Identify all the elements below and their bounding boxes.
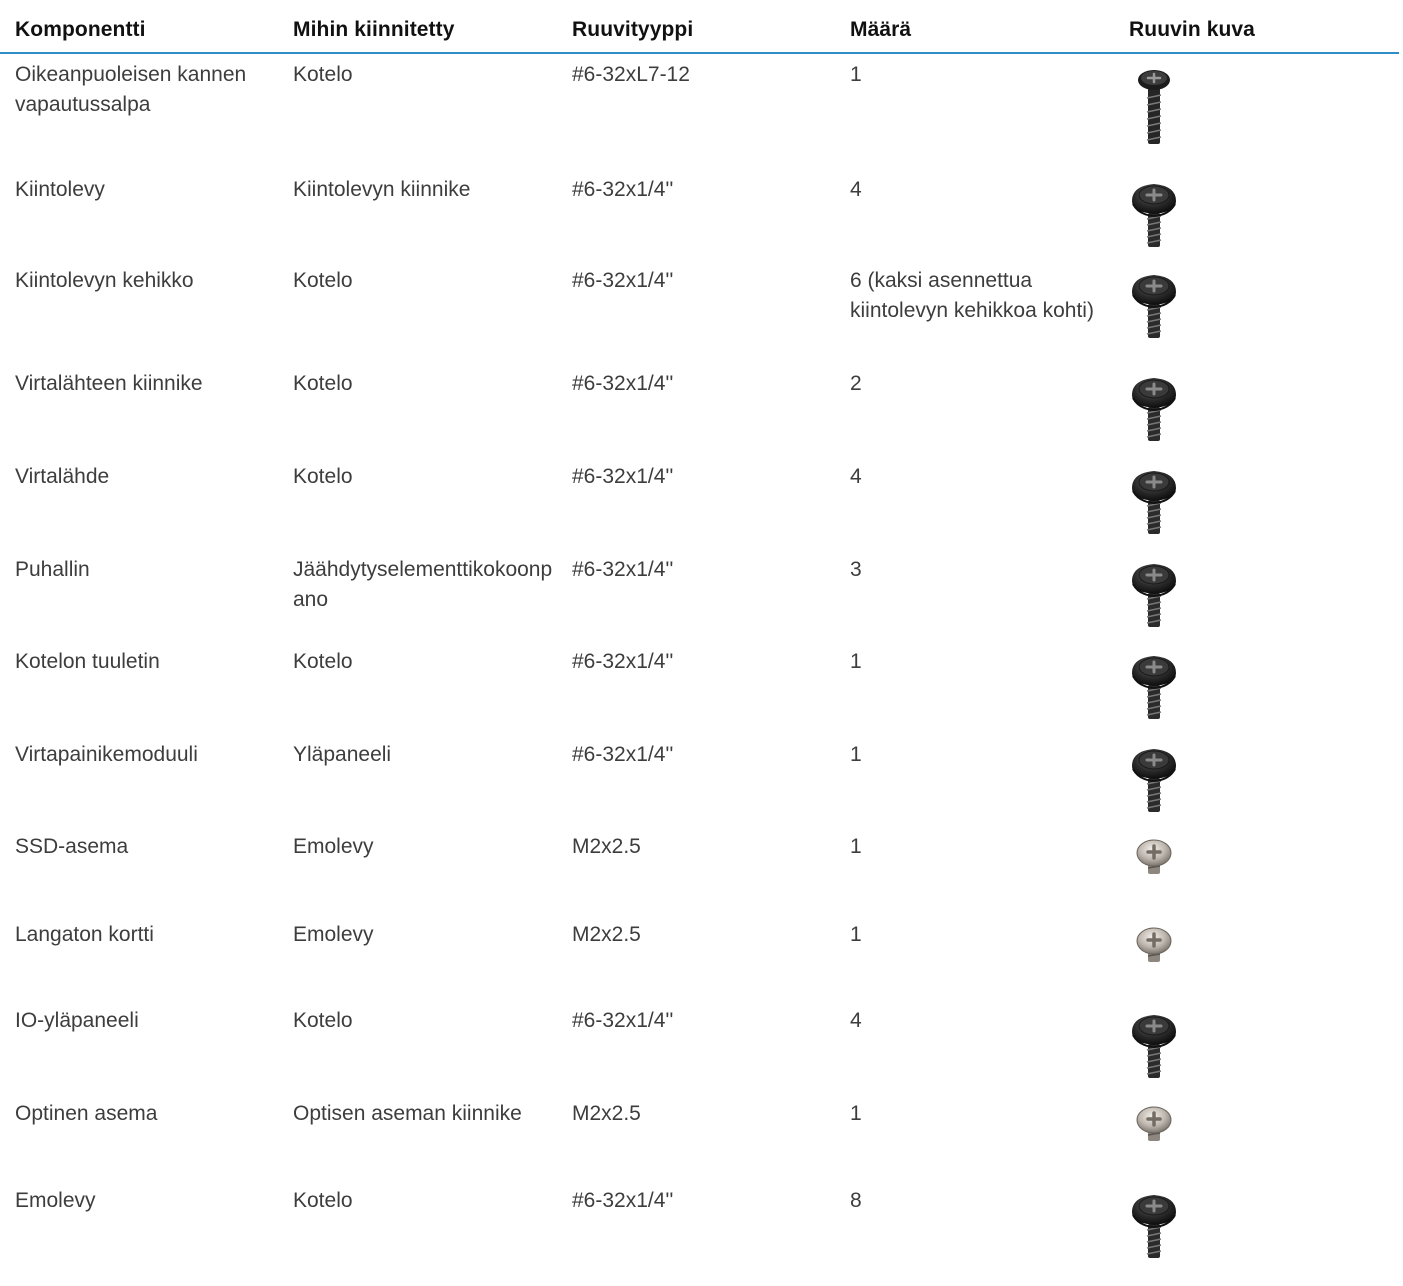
header-screw-type: Ruuvityyppi [572, 18, 694, 41]
black-flange-screw-icon [1129, 736, 1179, 816]
screw-type-cell: #6-32x1/4'' [572, 1009, 674, 1032]
quantity-cell: 3 [850, 558, 862, 581]
screw-image-cell [1115, 1186, 1235, 1286]
screw-type-cell: M2x2.5 [572, 1102, 641, 1125]
component-cell: Kiintolevyn kehikko [15, 269, 194, 292]
screw-image-cell [1115, 60, 1235, 160]
long-black-screw-icon [1129, 66, 1179, 146]
screw-image-cell [1115, 175, 1235, 275]
attached-to-cell: Kiintolevyn kiinnike [293, 178, 471, 201]
header-component: Komponentti [15, 18, 146, 41]
screw-type-cell: #6-32xL7-12 [572, 63, 690, 86]
component-cell: Langaton kortti [15, 923, 154, 946]
component-cell: Virtapainikemoduuli [15, 743, 198, 766]
component-cell: Virtalähde [15, 465, 110, 488]
attached-to-cell: Kotelo [293, 63, 353, 86]
black-flange-screw-icon [1129, 1002, 1179, 1082]
quantity-cell: 2 [850, 372, 862, 395]
quantity-cell: 6 (kaksi asennettua kiintolevyn kehikkoa kohti) [850, 269, 1094, 322]
screw-type-cell: M2x2.5 [572, 923, 641, 946]
quantity-cell: 1 [850, 1102, 862, 1125]
quantity-cell: 1 [850, 923, 862, 946]
component-cell: Puhallin [15, 558, 90, 581]
attached-to-cell: Kotelo [293, 1009, 353, 1032]
screw-type-cell: #6-32x1/4'' [572, 178, 674, 201]
attached-to-cell: Emolevy [293, 923, 374, 946]
screw-image-cell [1115, 266, 1235, 366]
component-cell: Virtalähteen kiinnike [15, 372, 203, 395]
component-cell: Kotelon tuuletin [15, 650, 160, 673]
component-cell: Optinen asema [15, 1102, 158, 1125]
attached-to-cell: Jäähdytyselementtikokoonpano [293, 558, 553, 611]
black-flange-screw-icon [1129, 551, 1179, 631]
header-attached-to: Mihin kiinnitetty [293, 18, 455, 41]
quantity-cell: 4 [850, 465, 862, 488]
screw-type-cell: #6-32x1/4'' [572, 558, 674, 581]
quantity-cell: 1 [850, 743, 862, 766]
black-flange-screw-icon [1129, 643, 1179, 723]
attached-to-cell: Kotelo [293, 1189, 353, 1212]
screw-type-cell: M2x2.5 [572, 835, 641, 858]
quantity-cell: 8 [850, 1189, 862, 1212]
screw-image-cell [1115, 369, 1235, 469]
screw-type-cell: #6-32x1/4'' [572, 743, 674, 766]
screw-type-cell: #6-32x1/4'' [572, 372, 674, 395]
attached-to-cell: Yläpaneeli [293, 743, 392, 766]
screw-image-cell [1115, 647, 1235, 747]
screw-type-cell: #6-32x1/4'' [572, 650, 674, 673]
table-header-row [0, 0, 1399, 54]
attached-to-cell: Kotelo [293, 650, 353, 673]
silver-small-screw-icon [1129, 828, 1179, 908]
component-cell: IO-yläpaneeli [15, 1009, 139, 1032]
black-flange-screw-icon [1129, 1182, 1179, 1262]
header-screw-image: Ruuvin kuva [1129, 18, 1255, 41]
attached-to-cell: Optisen aseman kiinnike [293, 1102, 522, 1125]
attached-to-cell: Kotelo [293, 269, 353, 292]
silver-small-screw-icon [1129, 916, 1179, 996]
black-flange-screw-icon [1129, 458, 1179, 538]
quantity-cell: 4 [850, 1009, 862, 1032]
component-cell: SSD-asema [15, 835, 129, 858]
quantity-cell: 1 [850, 835, 862, 858]
quantity-cell: 1 [850, 650, 862, 673]
quantity-cell: 4 [850, 178, 862, 201]
black-flange-screw-icon [1129, 365, 1179, 445]
attached-to-cell: Emolevy [293, 835, 374, 858]
screw-type-cell: #6-32x1/4'' [572, 465, 674, 488]
component-cell: Oikeanpuoleisen kannen vapautussalpa [15, 63, 247, 116]
attached-to-cell: Kotelo [293, 372, 353, 395]
screw-image-cell [1115, 1006, 1235, 1106]
screw-image-cell [1115, 740, 1235, 840]
screw-image-cell [1115, 555, 1235, 655]
component-cell: Kiintolevy [15, 178, 105, 201]
screw-type-cell: #6-32x1/4'' [572, 1189, 674, 1212]
quantity-cell: 1 [850, 63, 862, 86]
silver-small-screw-icon [1129, 1095, 1179, 1175]
black-flange-screw-icon [1129, 171, 1179, 251]
black-flange-screw-icon [1129, 262, 1179, 342]
header-quantity: Määrä [850, 18, 912, 41]
component-cell: Emolevy [15, 1189, 96, 1212]
screw-image-cell [1115, 462, 1235, 562]
screw-type-cell: #6-32x1/4'' [572, 269, 674, 292]
attached-to-cell: Kotelo [293, 465, 353, 488]
